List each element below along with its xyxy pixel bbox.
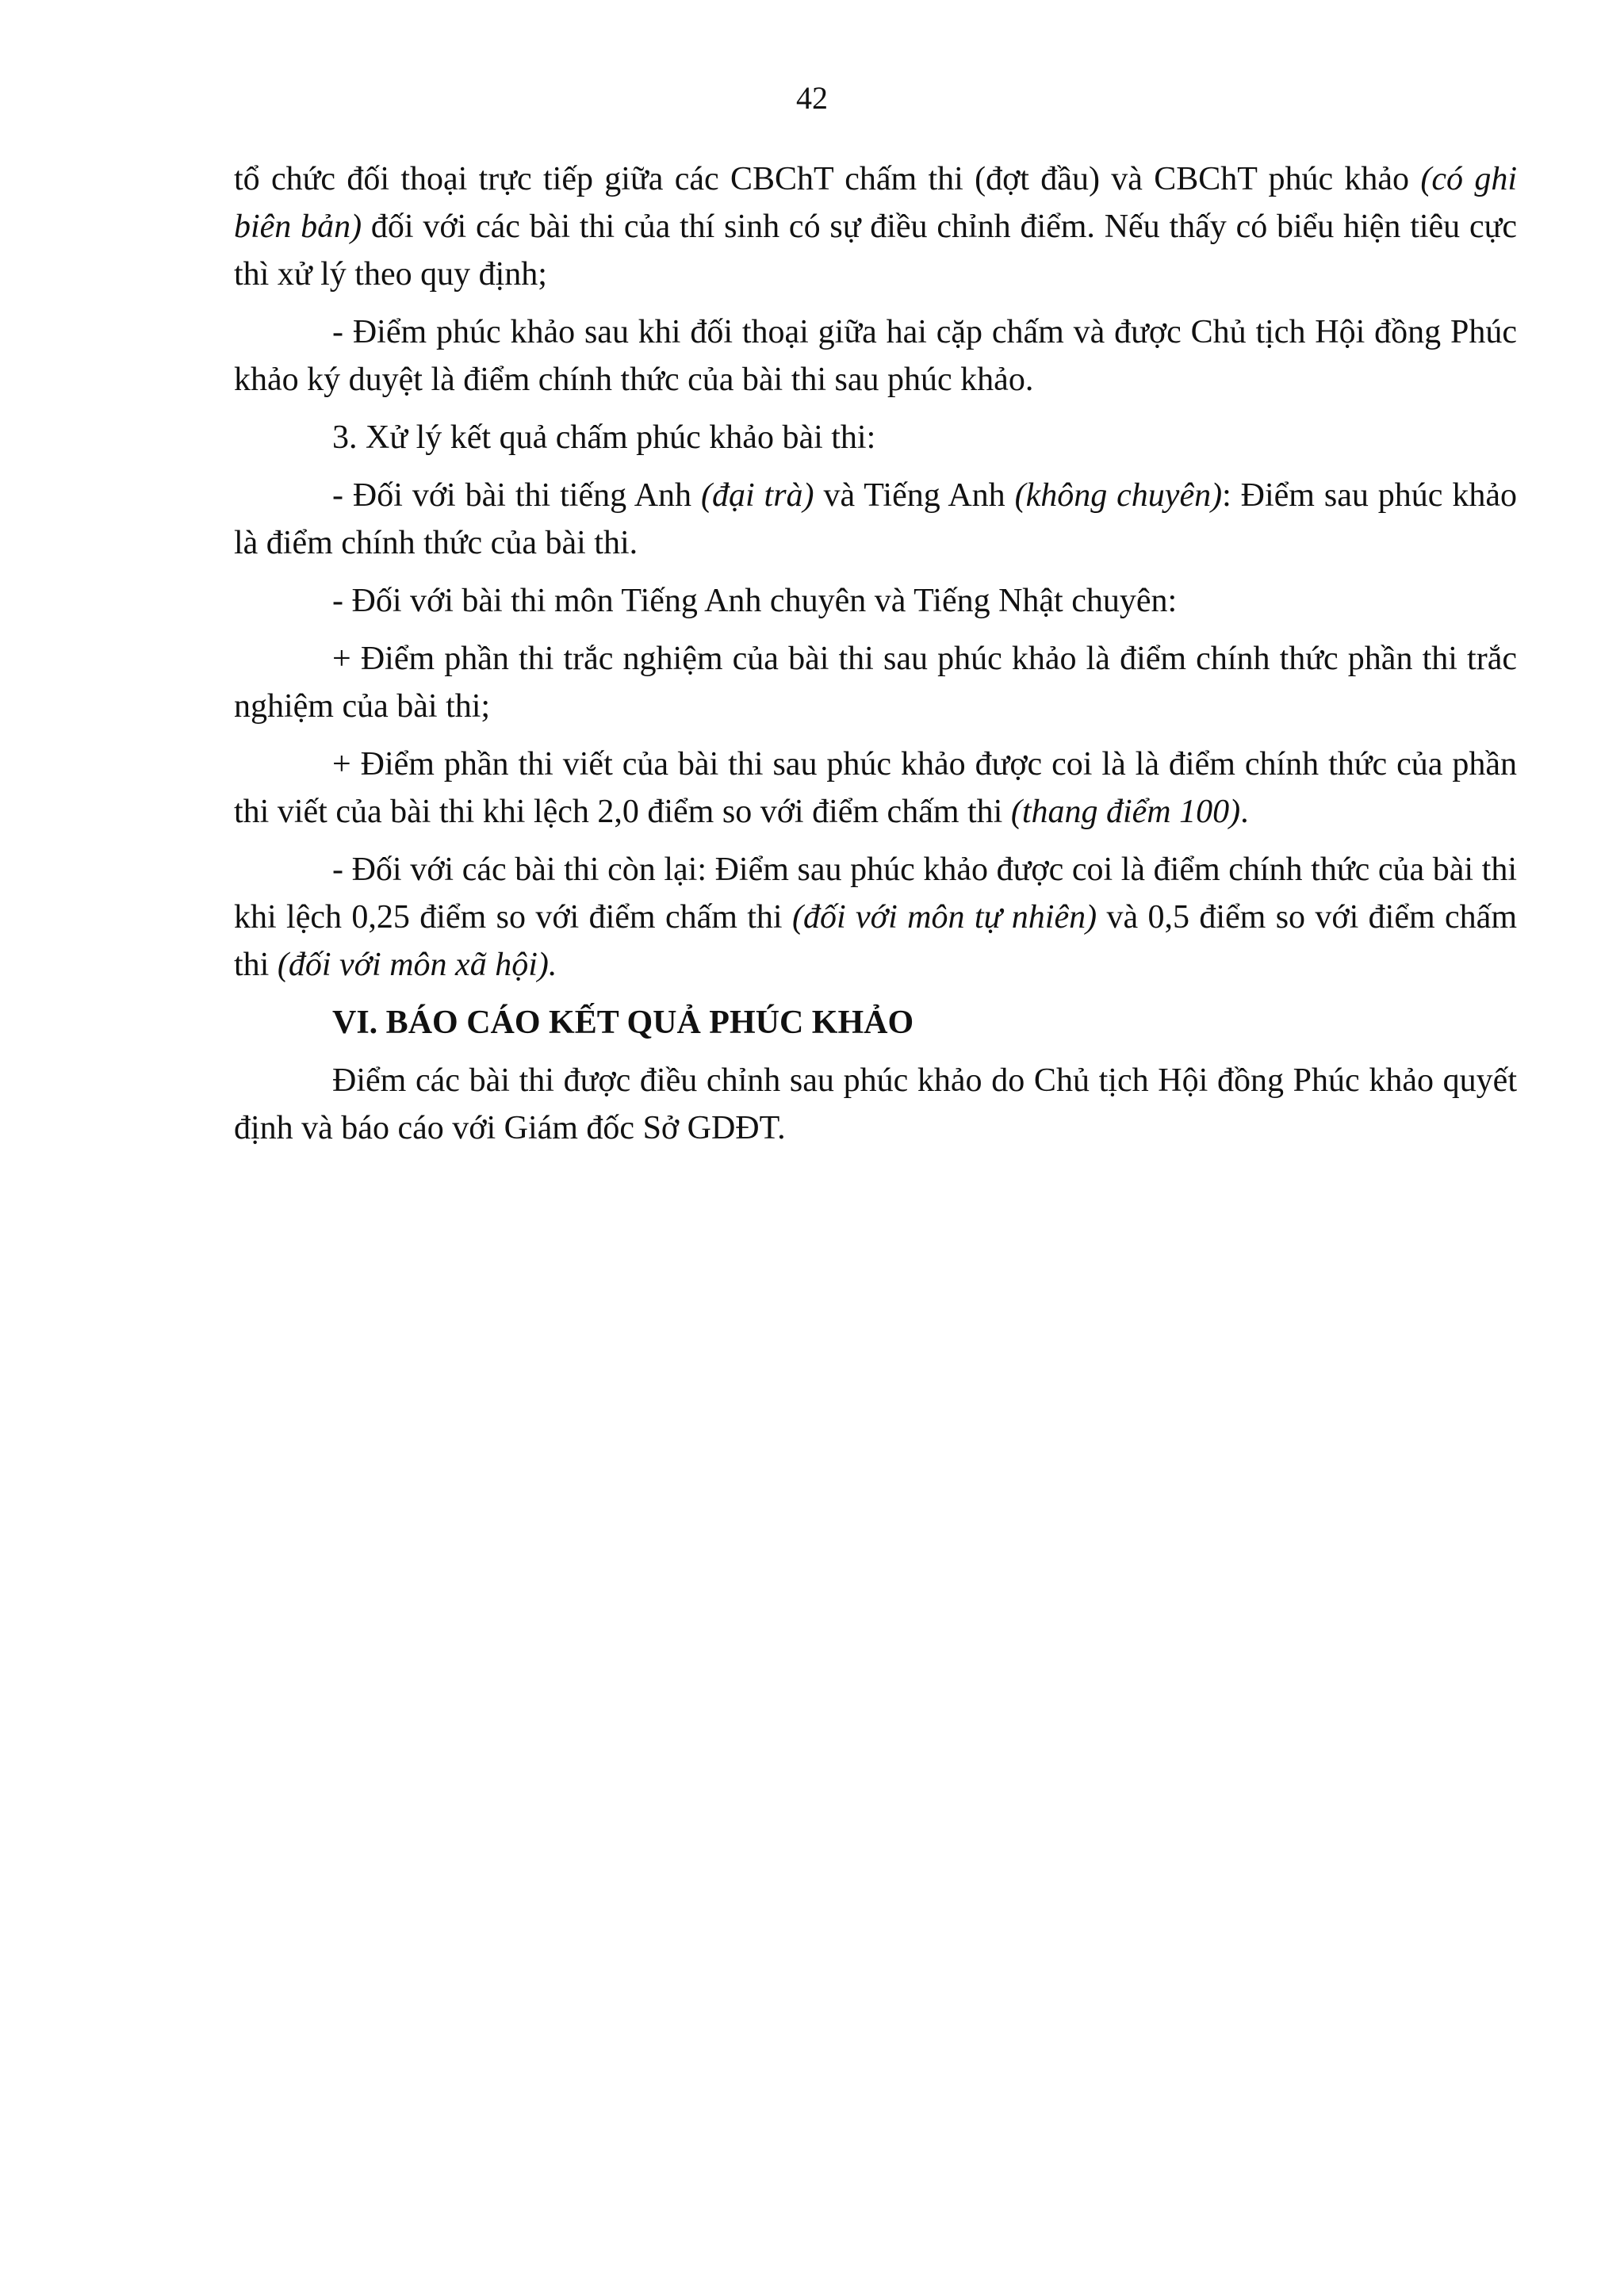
page-number: 42 <box>796 80 828 116</box>
text-run: 3. Xử lý kết quả chấm phúc khảo bài thi: <box>332 419 876 456</box>
text-run: VI. BÁO CÁO KẾT QUẢ PHÚC KHẢO <box>332 1004 914 1041</box>
paragraph <box>234 577 1517 625</box>
text-run: : Điểm sau phúc khảo là điểm chính thức của bài thi. <box>234 477 1518 561</box>
text-run: đối với các bài thi của thí sinh có sự điều chỉnh điểm. Nếu thấy có biểu hiện tiêu cực thì xử lý theo quy định; <box>234 209 1518 293</box>
text-run: - Đối với các bài thi còn lại: Điểm sau phúc khảo được coi là điểm chính thức của bài thi khi lệch 0,25 điểm so với điểm chấm thi <box>234 851 1517 936</box>
text-run: . <box>1240 794 1249 830</box>
italic-text-run: (đối với môn tự nhiên) <box>791 899 1097 936</box>
document-body <box>234 155 1517 1162</box>
paragraph <box>234 155 1517 298</box>
paragraph <box>234 414 1517 461</box>
paragraph <box>234 740 1517 836</box>
paragraph <box>234 308 1517 404</box>
paragraph <box>234 846 1517 989</box>
text-run: - Đối với bài thi tiếng Anh <box>332 477 701 514</box>
italic-text-run: (không chuyên) <box>1014 477 1223 514</box>
italic-text-run: (đại trà) <box>700 477 814 514</box>
italic-text-run: (có ghi biên bản) <box>234 161 1517 245</box>
paragraph <box>234 635 1517 730</box>
paragraph <box>234 1057 1517 1152</box>
text-run: - Đối với bài thi môn Tiếng Anh chuyên và Tiếng Nhật chuyên: <box>332 583 1178 619</box>
text-run: tổ chức đối thoại trực tiếp giữa các CBChT chấm thi (đợt đầu) và CBChT phúc khảo <box>234 161 1421 197</box>
text-run: Điểm các bài thi được điều chỉnh sau phúc khảo do Chủ tịch Hội đồng Phúc khảo quyết định và báo cáo với Giám đốc Sở GDĐT. <box>234 1062 1517 1146</box>
italic-text-run: (đối với môn xã hội). <box>277 947 557 983</box>
text-run: + Điểm phần thi viết của bài thi sau phúc khảo được coi là là điểm chính thức của phần thi viết của bài thi khi lệch 2,0 điểm so với điểm chấm thi <box>234 746 1517 830</box>
italic-text-run: (thang điểm 100) <box>1010 794 1241 830</box>
text-run: và 0,5 điểm so với điểm chấm thi <box>234 899 1517 983</box>
text-run: và Tiếng Anh <box>814 477 1015 514</box>
text-run: - Điểm phúc khảo sau khi đối thoại giữa hai cặp chấm và được Chủ tịch Hội đồng Phúc khảo ký duyệt là điểm chính thức của bài thi sau phúc khảo. <box>234 314 1517 398</box>
text-run: + Điểm phần thi trắc nghiệm của bài thi sau phúc khảo là điểm chính thức phần thi trắc nghiệm của bài thi; <box>234 641 1517 725</box>
paragraph <box>234 472 1517 567</box>
section-heading <box>234 999 1517 1047</box>
